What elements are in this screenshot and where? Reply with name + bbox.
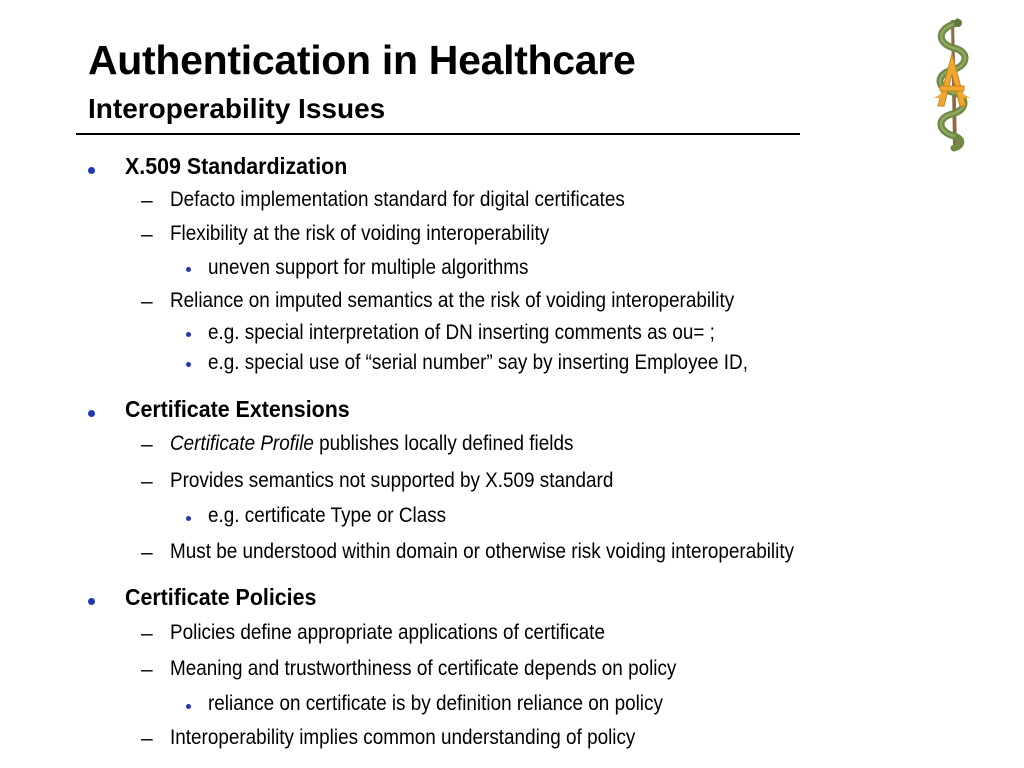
dash-marker: – — [141, 470, 153, 493]
bullet-icon — [186, 516, 191, 521]
list-subitem: e.g. certificate Type or Class — [208, 504, 447, 527]
dash-marker: – — [141, 290, 153, 313]
list-item-text: publishes locally defined fields — [313, 432, 574, 455]
bullet-icon — [186, 267, 191, 272]
dash-marker: – — [141, 658, 153, 681]
dash-marker: – — [141, 189, 153, 212]
list-item: Reliance on imputed semantics at the risk of voiding interoperability — [170, 289, 735, 312]
list-item: Meaning and trustworthiness of certificate depends on policy — [170, 657, 677, 680]
list-subitem: uneven support for multiple algorithms — [208, 256, 529, 279]
dash-marker: – — [141, 541, 153, 564]
bullet-icon — [88, 410, 95, 417]
section-heading: Certificate Extensions — [125, 396, 350, 422]
list-item: Provides semantics not supported by X.509 standard — [170, 469, 614, 492]
bullet-icon — [88, 167, 95, 174]
slide-title: Authentication in Healthcare — [88, 37, 636, 83]
slide-subtitle: Interoperability Issues — [88, 93, 386, 124]
dash-marker: – — [141, 727, 153, 750]
dash-marker: – — [141, 622, 153, 645]
bullet-icon — [88, 598, 95, 605]
bullet-icon — [186, 332, 191, 337]
list-item: Defacto implementation standard for digital certificates — [170, 188, 625, 211]
bullet-icon — [186, 704, 191, 709]
list-subitem: e.g. special use of “serial number” say by inserting Employee ID, — [208, 351, 748, 374]
section-heading: Certificate Policies — [125, 584, 317, 610]
list-item: Must be understood within domain or otherwise risk voiding interoperability — [170, 540, 795, 563]
emphasized-term: Certificate Profile — [170, 432, 314, 455]
caduceus-staff-logo-icon — [924, 14, 980, 152]
list-item — [170, 433, 573, 454]
title-divider — [76, 133, 800, 135]
list-subitem: reliance on certificate is by definition reliance on policy — [208, 692, 663, 715]
dash-marker: – — [141, 433, 153, 456]
list-item: Interoperability implies common understanding of policy — [170, 726, 636, 749]
list-subitem: e.g. special interpretation of DN inserting comments as ou= ; — [208, 321, 715, 344]
section-heading: X.509 Standardization — [125, 153, 348, 179]
list-item: Flexibility at the risk of voiding interoperability — [170, 222, 550, 245]
dash-marker: – — [141, 223, 153, 246]
bullet-icon — [186, 362, 191, 367]
list-item: Policies define appropriate applications of certificate — [170, 621, 605, 644]
